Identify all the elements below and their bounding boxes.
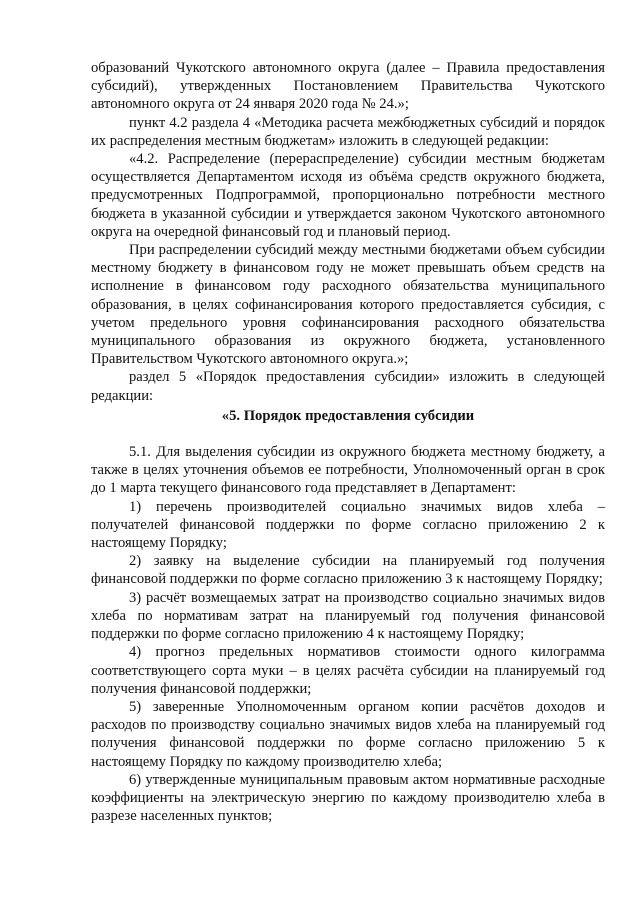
paragraph-5-1: 5.1. Для выделения субсидии из окружного бюджета местному бюджету, а также в целях уточнения объемов ее потребности, Уполномоченный орган в срок до 1 марта текущего финансового года представляет в Департамент: (91, 444, 605, 497)
section-heading: «5. Порядок предоставления субсидии (221, 407, 475, 424)
paragraph-top-5: раздел 5 «Порядок предоставления субсидии» изложить в следующей редакции: (91, 369, 605, 404)
list-item-6: 6) утвержденные муниципальным правовым актом нормативные расходные коэффициенты на электрическую энергию по каждому производителю хлеба в разрезе населенных пунктов; (91, 771, 605, 825)
paragraph-top-2: пункт 4.2 раздела 4 «Методика расчета межбюджетных субсидий и порядок их распределения местным бюджетам» изложить в следующей редакции: (91, 114, 605, 149)
list-item-2: 2) заявку на выделение субсидии на планируемый год получения финансовой поддержки по форме согласно приложению 3 к настоящему Порядку; (91, 553, 605, 588)
spacer (91, 425, 605, 443)
document-page (91, 59, 605, 825)
list-item-4: 4) прогноз предельных нормативов стоимости одного килограмма соответствующего сорта муки – в целях расчёта субсидии на планируемый год получения финансовой поддержки; (91, 644, 605, 697)
list-item-1: 1) перечень производителей социально значимых видов хлеба – получателей финансовой поддержки по форме согласно приложению 2 к настоящему Порядку; (91, 498, 605, 552)
list-item-3: 3) расчёт возмещаемых затрат на производство социально значимых видов хлеба по нормативам затрат на планируемый год получения финансовой поддержки по форме согласно приложению 4 к настоящему Порядку; (91, 589, 605, 643)
paragraph-top-1: образований Чукотского автономного округа (далее – Правила предоставления субсидий), утвержденных Постановлением Правительства Чукотского автономного округа от 24 января 2020 года № 24.»; (91, 60, 605, 113)
paragraph-top-4: При распределении субсидий между местными бюджетами объем субсидии местному бюджету в финансовом году не может превышать объем средств на исполнение в финансовом году расходного обязательства муниципального образования, в целях софинансирования которого предоставляется субсидия, с учетом предельного уровня софинансирования расходного обязательства муниципального образования из окружного бюджета, установленного Правительством Чукотского автономного округа.»; (91, 242, 605, 368)
paragraph-top-3: «4.2. Распределение (перераспределение) субсидии местным бюджетам осуществляется Департаментом исходя из объёма средств окружного бюджета, предусмотренных Подпрограммой, пропорционально потребности местного бюджета в указанной субсидии и утверждается законом Чукотского автономного округа на очередной финансовый год и плановый период. (91, 151, 605, 240)
list-item-5: 5) заверенные Уполномоченным органом копии расчётов доходов и расходов по производству социально значимых видов хлеба на планируемый год получения финансовой поддержки по форме согласно приложению 5 к настоящему Порядку по каждому производителю хлеба; (91, 698, 605, 770)
